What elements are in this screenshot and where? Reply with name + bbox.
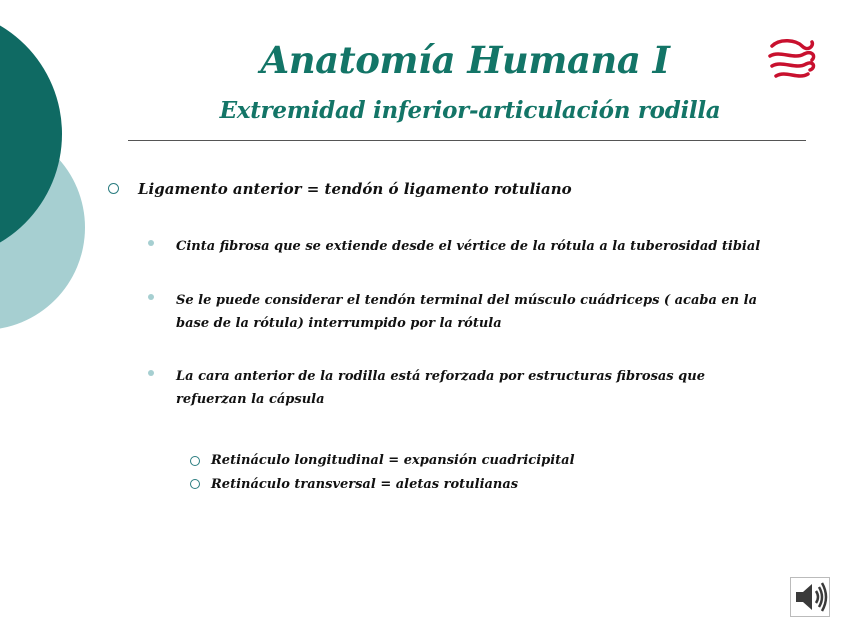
- dot-bullet-icon: [148, 294, 154, 300]
- bullet-level3-2: Retináculo transversal = aletas rotulianas: [211, 477, 519, 492]
- bullet-level2-2: Se le puede considerar el tendón terminal del músculo cuádriceps ( acaba en la base de la rótula) interrumpido por la rótula: [176, 293, 758, 331]
- bullet-level2-3: La cara anterior de la rodilla está reforzada por estructuras fibrosas que refuerzan la cápsula: [176, 369, 705, 407]
- slide-title: Anatomía Humana I: [260, 38, 670, 82]
- bullet-level3-1: Retináculo longitudinal = expansión cuadricipital: [211, 453, 575, 468]
- bullet-level1: Ligamento anterior = tendón ó ligamento rotuliano: [138, 180, 572, 198]
- bullet-level2-1: Cinta fibrosa que se extiende desde el vértice de la rótula a la tuberosidad tibial: [176, 239, 761, 254]
- speaker-icon[interactable]: [790, 577, 830, 617]
- hollow-bullet-icon: [108, 183, 119, 194]
- dot-bullet-icon: [148, 240, 154, 246]
- hollow-bullet-icon: [190, 456, 200, 466]
- dot-bullet-icon: [148, 370, 154, 376]
- slide-subtitle: Extremidad inferior-articulación rodilla: [219, 97, 721, 124]
- hollow-bullet-icon: [190, 479, 200, 489]
